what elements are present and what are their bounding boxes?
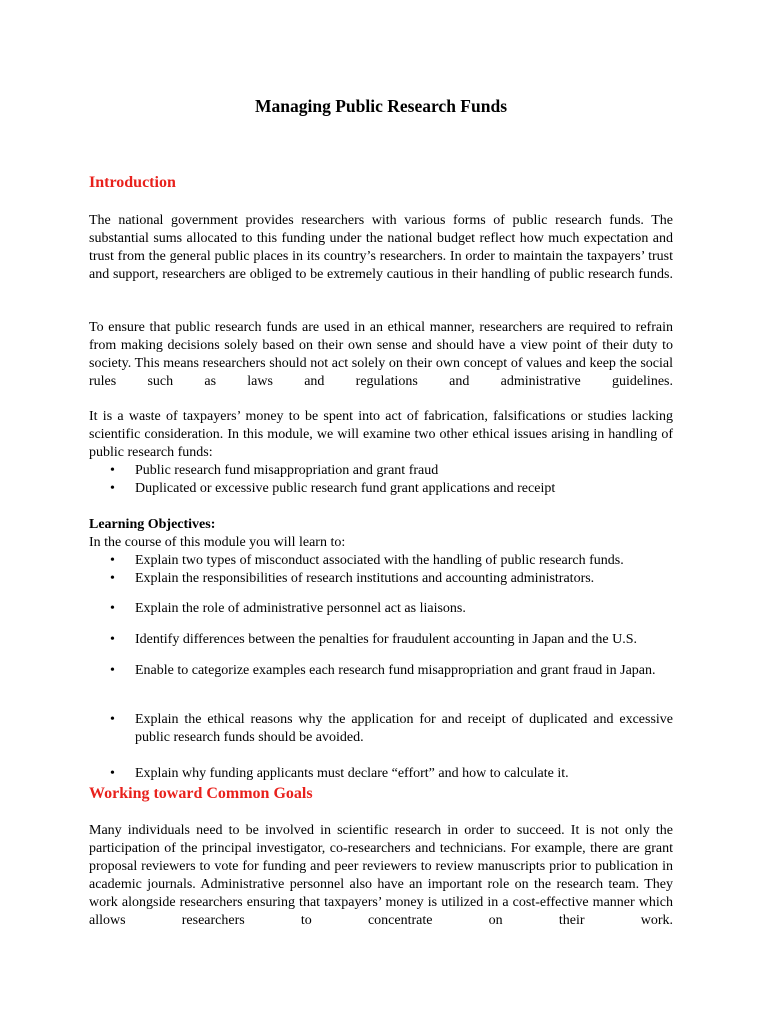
bullet-icon: • [110,712,115,727]
objective-bullet-item [110,552,673,570]
common-goals-paragraph: Many individuals need to be involved in scientific research in order to succeed. It is not only the participation of the principal investigator, co-researchers and technicians. For example, there are grant proposal reviewers to vote for funding and peer reviewers to review manuscripts prior to publication in academic journals. Administrative personnel also have an important role on the research team. They work alongside researchers ensuring that taxpayers’ money is utilized in a cost-effective manner which allows researchers to concentrate on their work. [89,823,673,928]
intro-bullet-text: Public research fund misappropriation and grant fraud [135,463,439,478]
objective-bullet-text: Explain the responsibilities of research institutions and accounting administrators. [135,571,595,586]
objective-bullet-item [110,631,673,649]
intro-paragraph-2: To ensure that public research funds are used in an ethical manner, researchers are required to refrain from making decisions solely based on their own sense and should have a view point of their duty to society. This means researchers should not act solely on their own concept of values and keep the social rules such as laws and regulations and administrative guidelines. [89,320,673,389]
objective-bullet-item [110,711,673,747]
objective-bullet-item [110,570,673,588]
objective-bullet-item [110,600,673,618]
learning-objectives-lead: In the course of this module you will learn to: [89,535,346,550]
bullet-icon: • [110,553,115,568]
learning-objectives-heading: Learning Objectives: [89,517,216,532]
intro-bullet-item [110,462,673,480]
objective-bullet-item [110,662,673,680]
objective-bullet-text: Explain the ethical reasons why the application for and receipt of duplicated and excessive public research funds should be avoided. [135,712,673,745]
bullet-icon: • [110,601,115,616]
bullet-icon: • [110,663,115,678]
bullet-icon: • [110,632,115,647]
bullet-icon: • [110,766,115,781]
bullet-icon: • [110,481,115,496]
introduction-heading: Introduction [89,174,176,191]
objective-bullet-item [110,765,673,783]
intro-paragraph-1: The national government provides researchers with various forms of public research funds. The substantial sums allocated to this funding under the national budget reflect how much expectation and trust from the general public places in its country’s researchers. In order to maintain the taxpayers’ trust and support, researchers are obliged to be extremely cautious in their handling of public research funds. [89,213,673,282]
intro-bullet-item [110,480,673,498]
objective-bullet-text: Explain why funding applicants must declare “effort” and how to calculate it. [135,766,569,781]
common-goals-heading: Working toward Common Goals [89,785,313,802]
objective-bullet-text: Explain the role of administrative personnel act as liaisons. [135,601,466,616]
bullet-icon: • [110,463,115,478]
objective-bullet-text: Explain two types of misconduct associated with the handling of public research funds. [135,553,624,568]
intro-bullet-text: Duplicated or excessive public research fund grant applications and receipt [135,481,556,496]
objective-bullet-text: Identify differences between the penalties for fraudulent accounting in Japan and the U.S. [135,632,638,647]
document-title: Managing Public Research Funds [255,96,507,116]
objective-bullet-text: Enable to categorize examples each research fund misappropriation and grant fraud in Japan. [135,663,656,678]
intro-paragraph-3: It is a waste of taxpayers’ money to be spent into act of fabrication, falsifications or studies lacking scientific consideration. In this module, we will examine two other ethical issues arising in handling of public research funds: [89,409,673,460]
bullet-icon: • [110,571,115,586]
